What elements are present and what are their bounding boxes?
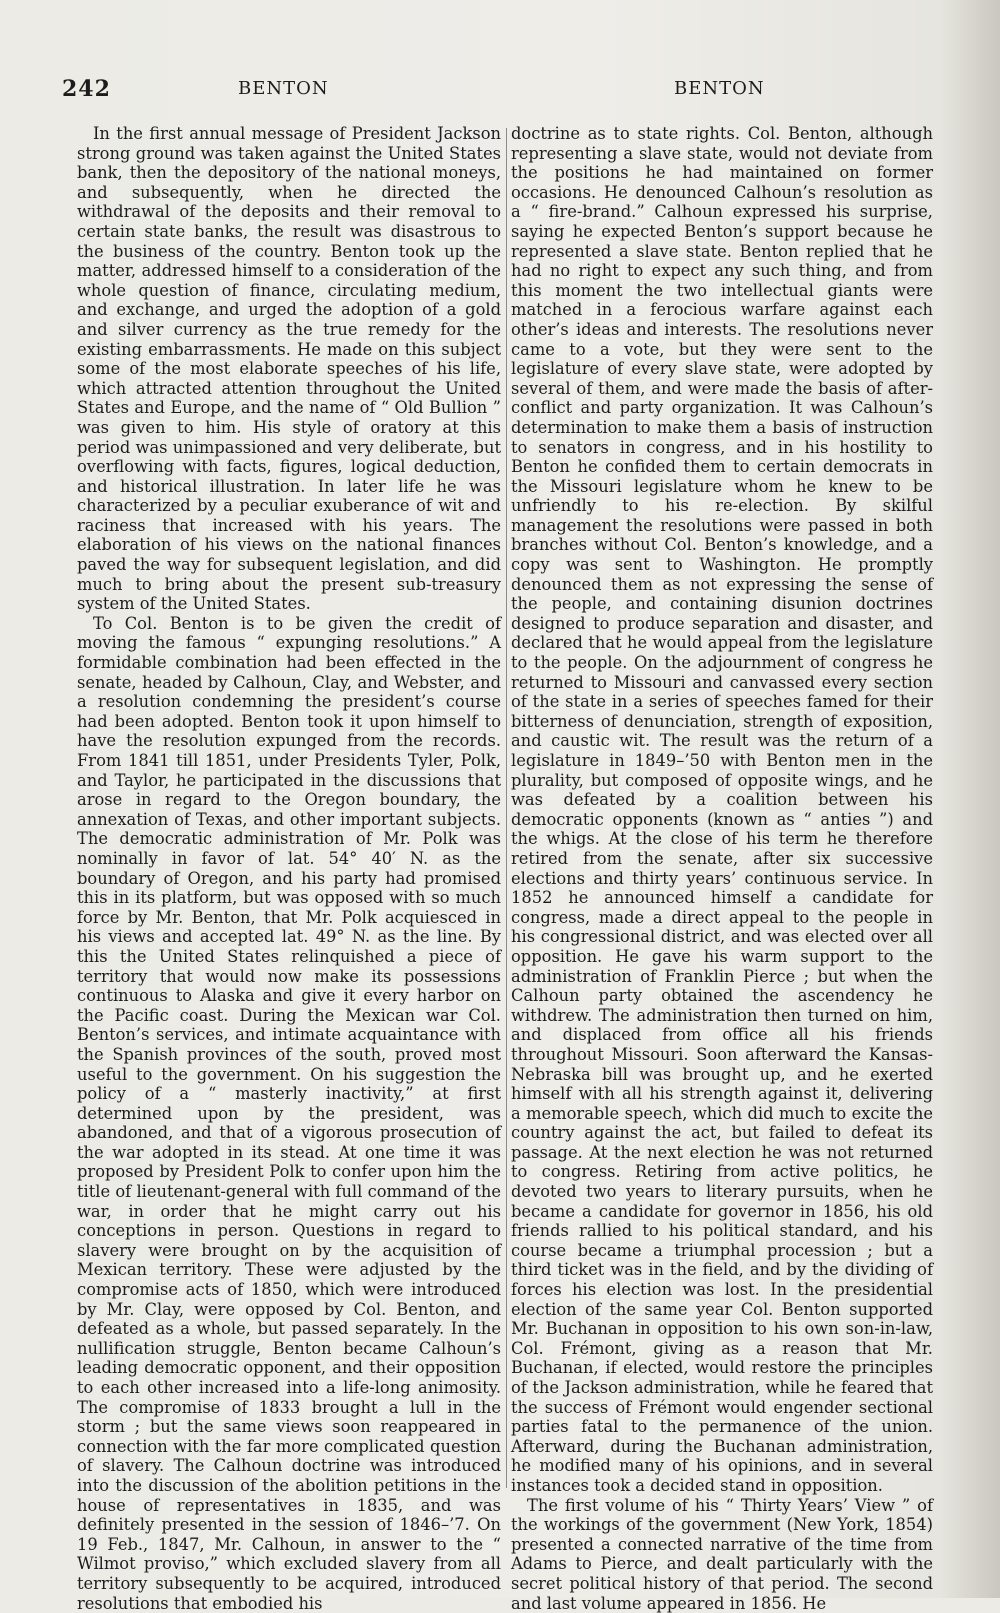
running-head-right: BENTON	[674, 78, 765, 99]
left-column	[77, 124, 501, 1613]
paragraph: doctrine as to state rights. Col. Benton, although representing a slave state, would not deviate from the positions he had maintained on former occasions. He denounced Calhoun’s resolution as a “ fire-brand.” Calhoun expressed his surprise, saying he expected Benton’s support because he represented a slave state. Benton replied that he had no right to expect any such thing, and from this moment the two intellectual giants were matched in a ferocious warfare against each other’s ideas and interests. The resolutions never came to a vote, but they were sent to the legislature of every slave state, were adopted by several of them, and were made the basis of after-conflict and party organization. It was Calhoun’s determination to make them a basis of instruction to senators in congress, and in his hostility to Benton he confided them to certain democrats in the Missouri legislature whom he knew to be unfriendly to his re-election. By skilful management the resolutions were passed in both branches without Col. Benton’s knowledge, and a copy was sent to Washington. He promptly denounced them as not expressing the sense of the people, and containing disunion doctrines designed to produce separation and disaster, and declared that he would appeal from the legislature to the people. On the adjournment of congress he returned to Missouri and canvassed every section of the state in a series of speeches famed for their bitterness of denunciation, strength of exposition, and caustic wit. The result was the return of a legislature in 1849–’50 with Benton men in the plurality, but composed of opposite wings, and he was defeated by a coalition between his democratic opponents (known as “ anties ”) and the whigs. At the close of his term he therefore retired from the senate, after six successive elections and thirty years’ continuous service. In 1852 he announced himself a candidate for congress, made a direct appeal to the people in his congressional district, and was elected over all opposition. He gave his warm support to the administration of Franklin Pierce ; but when the Calhoun party obtained the ascendency he withdrew. The administration then turned on him, and displaced from office all his friends throughout Missouri. Soon afterward the Kansas-Nebraska bill was brought up, and he exerted himself with all his strength against it, delivering a memorable speech, which did much to excite the country against the act, but failed to defeat its passage. At the next election he was not returned to congress. Retiring from active politics, he devoted two years to literary pursuits, when he became a candidate for governor in 1856, his old friends rallied to his political standard, and his course became a triumphal procession ; but a third ticket was in the field, and by the dividing of forces his election was lost. In the presidential election of the same year Col. Benton supported Mr. Buchanan in opposition to his own son-in-law, Col. Frémont, giving as a reason that Mr. Buchanan, if elected, would restore the principles of the Jackson administration, while he feared that the success of Frémont would engender sectional parties fatal to the permanence of the union. Afterward, during the Buchanan administration, he modified many of his opinions, and in several instances took a decided stand in opposition.	[511, 124, 933, 1495]
paragraph: In the first annual message of President Jackson strong ground was taken against the United States bank, then the depository of the national moneys, and subsequently, when he directed the withdrawal of the deposits and their removal to certain state banks, the result was disastrous to the business of the country. Benton took up the matter, addressed himself to a consideration of the whole question of finance, circulating medium, and exchange, and urged the adoption of a gold and silver currency as the true remedy for the existing embarrassments. He made on this subject some of the most elaborate speeches of his life, which attracted attention throughout the United States and Europe, and the name of “ Old Bullion ” was given to him. His style of oratory at this period was unimpassioned and very deliberate, but overflowing with facts, figures, logical deduction, and historical illustration. In later life he was characterized by a peculiar exuberance of wit and raciness that increased with his years. The elaboration of his views on the national finances paved the way for subsequent legislation, and did much to bring about the present sub-treasury system of the United States.	[77, 124, 501, 614]
page-number: 242	[62, 76, 111, 102]
paragraph: The first volume of his “ Thirty Years’ View ” of the workings of the government (New York, 1854) presented a connected narrative of the time from Adams to Pierce, and dealt particularly with the secret political history of that period. The second and last volume appeared in 1856. He	[511, 1495, 933, 1613]
running-head-left: BENTON	[238, 78, 329, 99]
column-divider	[506, 128, 507, 1488]
page-header	[62, 76, 765, 106]
right-column	[511, 124, 933, 1613]
paragraph: To Col. Benton is to be given the credit of moving the famous “ expunging resolutions.” A formidable combination had been effected in the senate, headed by Calhoun, Clay, and Webster, and a resolution condemning the president’s course had been adopted. Benton took it upon himself to have the resolution expunged from the records. From 1841 till 1851, under Presidents Tyler, Polk, and Taylor, he participated in the discussions that arose in regard to the Oregon boundary, the annexation of Texas, and other important subjects. The democratic administration of Mr. Polk was nominally in favor of lat. 54° 40′ N. as the boundary of Oregon, and his party had promised this in its platform, but was opposed with so much force by Mr. Benton, that Mr. Polk acquiesced in his views and accepted lat. 49° N. as the line. By this the United States relinquished a piece of territory that would now make its possessions continuous to Alaska and give it every harbor on the Pacific coast. During the Mexican war Col. Benton’s services, and intimate acquaintance with the Spanish provinces of the south, proved most useful to the government. On his suggestion the policy of a “ masterly inactivity,” at first determined upon by the president, was abandoned, and that of a vigorous prosecution of the war adopted in its stead. At one time it was proposed by President Polk to confer upon him the title of lieutenant-general with full command of the war, in order that he might carry out his conceptions in person. Questions in regard to slavery were brought on by the acquisition of Mexican territory. These were adjusted by the compromise acts of 1850, which were introduced by Mr. Clay, were opposed by Col. Benton, and defeated as a whole, but passed separately. In the nullification struggle, Benton became Calhoun’s leading democratic opponent, and their opposition to each other increased into a life-long animosity. The compromise of 1833 brought a lull in the storm ; but the same views soon reappeared in connection with the far more complicated question of slavery. The Calhoun doctrine was introduced into the discussion of the abolition petitions in the house of representatives in 1835, and was definitely presented in the session of 1846–’7. On 19 Feb., 1847, Mr. Calhoun, in answer to the “ Wilmot proviso,” which excluded slavery from all territory subsequently to be acquired, introduced resolutions that embodied his	[77, 613, 501, 1613]
